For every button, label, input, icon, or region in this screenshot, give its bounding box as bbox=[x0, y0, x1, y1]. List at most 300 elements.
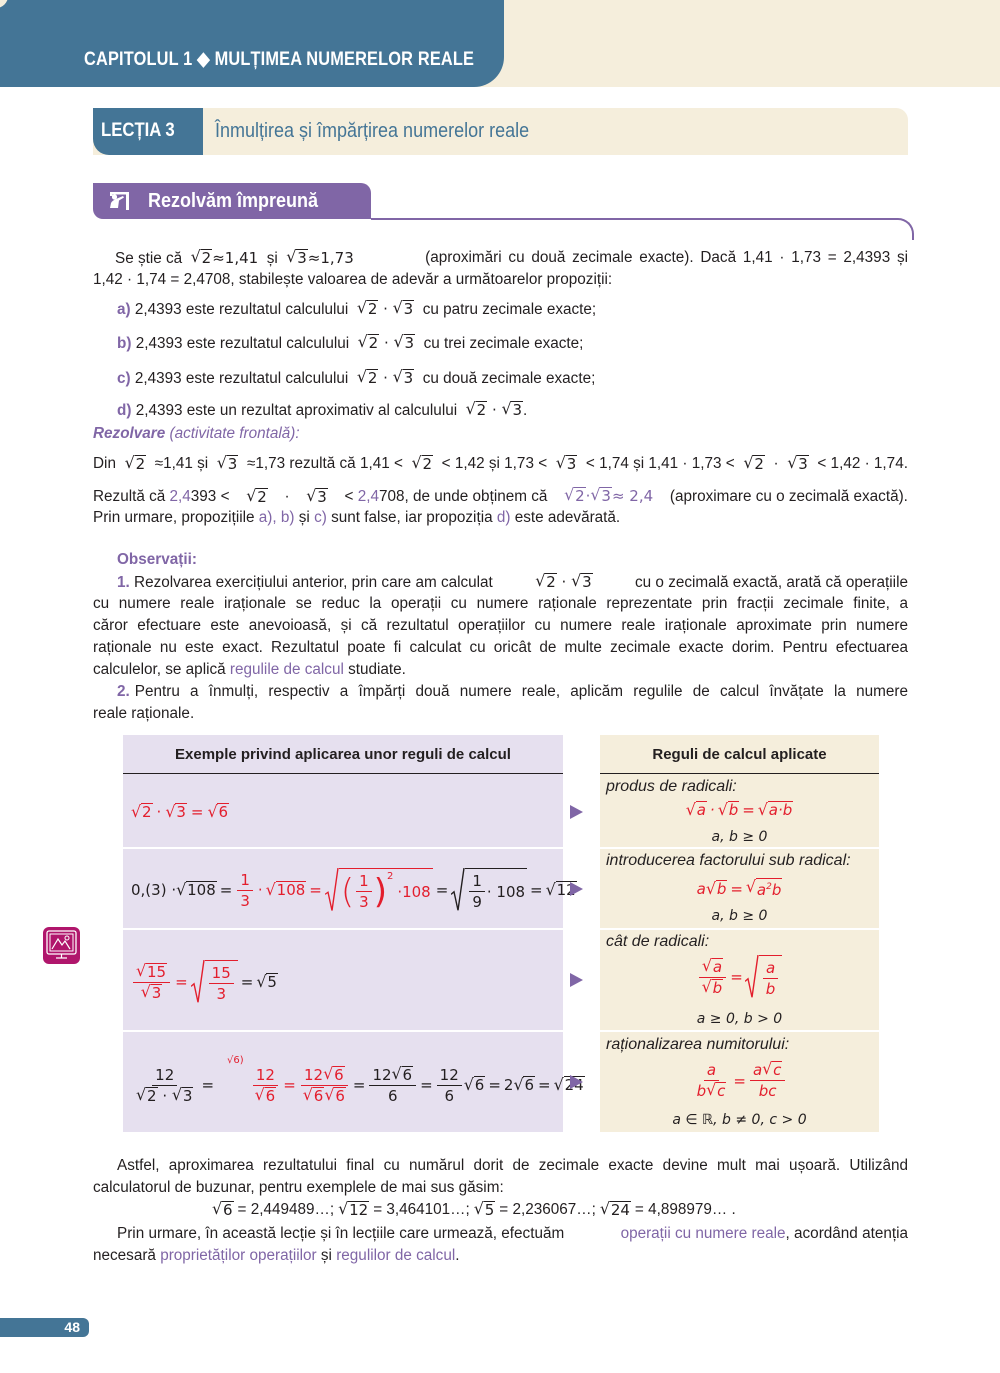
ref-a: a), bbox=[258, 509, 277, 526]
operator: = bbox=[175, 973, 188, 991]
row-divider bbox=[600, 928, 879, 930]
denominator: bc bbox=[758, 1082, 777, 1100]
arrow-right-icon bbox=[570, 805, 583, 819]
problem-item-d: d) 2,4393 este un rezultat aproximativ al calculului √ 2 · √ 3. bbox=[117, 399, 527, 422]
text: ≈1,73 bbox=[307, 249, 354, 267]
numerator: 1 bbox=[356, 871, 372, 892]
whiteboard-teacher-icon bbox=[107, 190, 131, 212]
example-rationalize-denominator bbox=[131, 1055, 585, 1115]
operator: = bbox=[435, 881, 449, 899]
radicand: 108 bbox=[187, 881, 216, 899]
problem-item-a: a) 2,4393 este rezultatul calculului √ 2 · √ 3 cu patru zecimale exacte; bbox=[117, 298, 596, 321]
observation-number: 2. bbox=[117, 683, 130, 700]
text: a bbox=[756, 881, 767, 899]
sqrt-expr bbox=[358, 298, 379, 320]
text: b bbox=[771, 881, 782, 899]
text: · bbox=[773, 455, 779, 472]
text: 2,4393 este rezultatul calculului bbox=[134, 301, 349, 318]
radicand: 3 bbox=[403, 369, 414, 387]
chapter-banner bbox=[0, 0, 504, 87]
numerator: 12 bbox=[152, 1065, 177, 1086]
value: = 2,236067…; bbox=[499, 1201, 596, 1218]
radicand bbox=[756, 878, 782, 899]
radicand: 3 bbox=[566, 455, 577, 473]
text: b bbox=[696, 1082, 707, 1100]
radical-sign bbox=[325, 868, 339, 912]
radicand: 6 bbox=[474, 1076, 485, 1094]
denominator bbox=[694, 1081, 730, 1101]
rule-formula-quotient bbox=[600, 955, 879, 999]
sqrt-expr bbox=[413, 453, 434, 475]
radicand: 5 bbox=[484, 1201, 495, 1219]
radical-body bbox=[759, 955, 783, 999]
item-letter: a) bbox=[117, 301, 131, 318]
fraction bbox=[369, 1065, 416, 1106]
solution-line1 bbox=[93, 453, 908, 475]
big-sqrt-expr bbox=[745, 955, 783, 999]
radicand: 3 bbox=[182, 1086, 193, 1105]
radicand: 24 bbox=[610, 1201, 630, 1219]
operator: = bbox=[240, 973, 254, 991]
sqrt-expr bbox=[339, 1199, 369, 1221]
problem-item-b: b) 2,4393 este rezultatul calculului √ 2 · √ 3 cu trei zecimale exacte; bbox=[117, 332, 583, 355]
sqrt-expr bbox=[126, 453, 147, 475]
link-operation-properties[interactable]: proprietăților operațiilor bbox=[160, 1247, 317, 1264]
fraction bbox=[252, 1065, 280, 1106]
fraction bbox=[699, 957, 727, 998]
fraction bbox=[763, 958, 779, 999]
fraction bbox=[237, 870, 253, 911]
radicand: 3 bbox=[297, 249, 307, 267]
sqrt-expr bbox=[703, 957, 723, 977]
text: Din bbox=[93, 455, 116, 472]
numerator: 1 bbox=[469, 871, 485, 892]
rule-name: cât de radicali: bbox=[606, 933, 710, 950]
operator: = bbox=[190, 803, 204, 821]
text: < 1,42 și 1,73 < bbox=[441, 455, 548, 472]
operator: · bbox=[162, 1086, 168, 1105]
radicand: c bbox=[773, 1061, 782, 1079]
sqrt-expr bbox=[565, 485, 586, 507]
arrow-right-icon bbox=[570, 973, 583, 987]
radicand: a bbox=[712, 957, 723, 976]
sqrt-expr bbox=[304, 1086, 325, 1106]
radicand: 3 bbox=[403, 300, 414, 318]
numerator: a bbox=[704, 1060, 719, 1081]
sqrt-expr bbox=[759, 801, 793, 819]
radicand: 6 bbox=[402, 1065, 413, 1084]
sqrt-expr bbox=[132, 803, 153, 821]
page-number: 48 bbox=[0, 1318, 89, 1337]
fraction bbox=[437, 1065, 462, 1106]
text: 2 bbox=[503, 1076, 514, 1094]
radicand: 2 bbox=[367, 369, 378, 387]
sqrt-expr bbox=[142, 983, 163, 1003]
sqrt-expr bbox=[256, 1086, 277, 1106]
radicand: 2 bbox=[257, 487, 267, 506]
rule-condition: a, b ≥ 0 bbox=[711, 829, 768, 845]
text: 2,4393 este rezultatul calculului bbox=[134, 370, 349, 387]
radicand: a·b bbox=[768, 801, 793, 819]
examples-header: Exemple privind aplicarea unor reguli de calcul bbox=[123, 735, 563, 774]
radicand: 6 bbox=[223, 1201, 233, 1219]
sqrt-expr bbox=[467, 399, 488, 421]
big-sqrt-expr bbox=[191, 960, 238, 1004]
ref-b: b) bbox=[280, 509, 295, 526]
conclusion-line3 bbox=[117, 1223, 908, 1245]
radicand: 2 bbox=[575, 487, 585, 505]
big-sqrt-expr bbox=[451, 868, 527, 912]
denominator: 9 bbox=[472, 893, 482, 911]
text: cu trei zecimale exacte; bbox=[423, 335, 584, 352]
sqrt-expr bbox=[475, 1199, 496, 1221]
denominator bbox=[133, 1086, 196, 1106]
radicand: 6 bbox=[524, 1076, 534, 1094]
operator: = bbox=[537, 1076, 551, 1094]
sqrt-expr bbox=[177, 881, 217, 899]
text: < bbox=[344, 487, 354, 505]
link-calculation-rules[interactable]: regulilor de calcul bbox=[336, 1247, 456, 1264]
red-part bbox=[235, 868, 432, 912]
text: Pentru a înmulți, respectiv a împărți două numere reale, aplicăm regulile de calcul învățate la numere bbox=[134, 683, 908, 700]
radicand: 2 bbox=[201, 249, 212, 267]
text: . bbox=[523, 402, 528, 419]
sqrt-expr bbox=[166, 803, 187, 821]
operator: = bbox=[530, 881, 543, 899]
conclusion-line1: Astfel, aproximarea rezultatului final cu numărul dorit de zecimale exacte devine mult mai ușoară. Utilizând bbox=[117, 1157, 908, 1174]
text: Prin urmare, propozițiile bbox=[93, 509, 255, 526]
observation-1-line2: cu numere reale iraționale se reduc la operații cu numere raționale reprezentate prin fracții zecimale finite, a bbox=[93, 595, 908, 612]
observation-1-line4: raționale nu este exact. Rezultatul poate fi calculat cu oricât de multe zecimale exacte dorim. Pentru efectuarea bbox=[93, 639, 908, 656]
radicand: 3 bbox=[176, 803, 186, 821]
text: ≈ 2,4 bbox=[611, 487, 654, 505]
sqrt-expr bbox=[536, 571, 557, 593]
text: necesară bbox=[93, 1247, 156, 1264]
sqrt-expr bbox=[287, 247, 308, 269]
rule-formula-rationalize bbox=[600, 1060, 879, 1101]
exponent: 2 bbox=[766, 882, 772, 892]
numerator bbox=[301, 1065, 348, 1086]
highlight: 2,4 bbox=[169, 487, 191, 505]
link-real-number-operations[interactable]: operații cu numere reale bbox=[620, 1225, 786, 1242]
text: 708, de unde obținem că bbox=[378, 487, 548, 505]
monitor-image-icon bbox=[43, 927, 80, 964]
radicand: 3 bbox=[317, 487, 327, 506]
row-divider bbox=[123, 1030, 563, 1032]
text: . bbox=[455, 1247, 460, 1264]
sqrt-expr bbox=[213, 1199, 234, 1221]
radicand: 2 bbox=[754, 455, 764, 473]
sqrt-expr bbox=[394, 367, 415, 389]
radicand: 3 bbox=[227, 455, 238, 473]
fraction bbox=[750, 1060, 785, 1101]
numerator bbox=[369, 1065, 416, 1086]
text: < 1,42 · 1,74. bbox=[817, 455, 908, 472]
fraction bbox=[694, 1060, 730, 1101]
solution-note: (activitate frontală): bbox=[169, 425, 300, 442]
item-letter: d) bbox=[117, 402, 132, 419]
numerator: 15 bbox=[209, 963, 234, 984]
text-group bbox=[117, 572, 493, 594]
observation-2-line2: reale raționale. bbox=[93, 705, 195, 722]
fraction bbox=[133, 1065, 196, 1106]
rule-formula-product bbox=[600, 801, 879, 819]
radicand: 2 bbox=[142, 803, 152, 821]
text: cu patru zecimale exacte; bbox=[422, 301, 597, 318]
link-calc-rules[interactable]: regulile de calcul bbox=[229, 661, 344, 678]
observations-title: Observații: bbox=[117, 551, 197, 568]
radicand: c bbox=[717, 1082, 726, 1100]
example-factor-under-radical bbox=[131, 857, 577, 923]
numerator: a bbox=[763, 958, 778, 979]
sqrt-expr bbox=[502, 399, 523, 421]
observation-1-line5 bbox=[93, 659, 406, 681]
radicand: 2 bbox=[135, 455, 146, 473]
problem-intro-line1 bbox=[115, 247, 908, 270]
row-divider bbox=[600, 847, 879, 849]
amplification-marker: √6) bbox=[227, 1055, 244, 1066]
sqrt-expr bbox=[687, 801, 707, 819]
sqrt-expr bbox=[601, 1199, 631, 1221]
observation-2-line1 bbox=[117, 681, 908, 703]
text: · bbox=[284, 487, 290, 505]
media-gallery-icon[interactable] bbox=[43, 927, 80, 964]
radical-sign bbox=[451, 868, 465, 912]
radicand: a bbox=[696, 801, 706, 819]
highlight: 2,4 bbox=[357, 487, 379, 505]
sqrt-expr bbox=[707, 1081, 726, 1101]
radicand: 3 bbox=[601, 487, 611, 505]
radicand: 12 bbox=[349, 1201, 369, 1219]
ref-d: d) bbox=[496, 509, 511, 526]
numerator: 1 bbox=[237, 870, 253, 891]
value: = 3,464101…; bbox=[373, 1201, 470, 1218]
fraction bbox=[469, 871, 485, 912]
sqrt-expr bbox=[744, 453, 765, 475]
operator: = bbox=[283, 1076, 296, 1094]
example-quotient-radicals bbox=[131, 955, 278, 1009]
rule-formula-factor bbox=[600, 878, 879, 899]
text-group bbox=[93, 486, 230, 508]
text: · 108 bbox=[486, 882, 526, 901]
section-divider bbox=[371, 218, 914, 240]
text: este adevărată. bbox=[514, 509, 621, 526]
operator: · bbox=[709, 801, 715, 819]
sqrt-expr bbox=[137, 1086, 158, 1106]
radicand: b bbox=[712, 978, 723, 997]
math: √ 2 · √ 3 bbox=[535, 571, 592, 594]
radicand: 2 bbox=[476, 401, 487, 419]
rule-name: produs de radicali: bbox=[606, 778, 737, 795]
operator: = bbox=[420, 1076, 433, 1094]
text: 0,(3) · bbox=[131, 881, 177, 899]
text: și bbox=[320, 1247, 332, 1264]
operator: = bbox=[488, 1076, 501, 1094]
radicand: 2 bbox=[147, 1086, 157, 1105]
text: sunt false, iar propoziția bbox=[331, 509, 493, 526]
problem-intro-line2: 1,42 · 1,74 = 2,4708, stabilește valoarea de adevăr a următoarelor propoziții: bbox=[93, 271, 613, 288]
sqrt-expr bbox=[707, 880, 728, 898]
example-product-radicals bbox=[131, 801, 229, 823]
solution-line3 bbox=[93, 507, 620, 529]
sqrt-expr bbox=[394, 298, 415, 320]
arrow-right-icon bbox=[570, 882, 583, 896]
sqrt-expr bbox=[257, 973, 278, 991]
row-divider bbox=[123, 928, 563, 930]
text-span bbox=[115, 247, 354, 270]
text: a bbox=[752, 1061, 763, 1079]
denominator: 3 bbox=[240, 891, 250, 910]
sqrt-expr bbox=[514, 1076, 535, 1094]
text: (aproximare cu o zecimală exactă). bbox=[669, 487, 908, 505]
operator: = bbox=[352, 1076, 366, 1094]
operator: = bbox=[201, 1076, 215, 1094]
numerator: 12 bbox=[253, 1065, 278, 1086]
text: cu două zecimale exacte; bbox=[422, 370, 596, 387]
approx-result: √ 2·√ 3≈ 2,4 bbox=[564, 485, 653, 508]
sqrt-expr bbox=[395, 332, 416, 354]
radicand: 2 bbox=[368, 334, 379, 352]
radicand: 15 bbox=[147, 962, 167, 981]
solution-label bbox=[93, 423, 300, 445]
conclusion-line4 bbox=[93, 1245, 460, 1267]
paren: ) bbox=[373, 871, 387, 912]
sqrt-expr bbox=[763, 1060, 782, 1080]
text: 393 < bbox=[190, 487, 230, 505]
radicand: 3 bbox=[404, 334, 415, 352]
text: , acordând atenția bbox=[785, 1225, 908, 1242]
radical-sign bbox=[745, 955, 759, 999]
radicand: 3 bbox=[151, 983, 162, 1002]
operator: · bbox=[257, 881, 263, 899]
value: = 2,449489…; bbox=[237, 1201, 335, 1218]
paren: ( bbox=[340, 871, 355, 912]
solution-title: Rezolvare bbox=[93, 425, 166, 442]
banner-corner bbox=[0, 0, 8, 8]
numerator bbox=[133, 962, 170, 983]
rule-name: introducerea factorului sub radical: bbox=[606, 852, 851, 869]
text-group bbox=[621, 1223, 908, 1245]
operator: = bbox=[309, 881, 322, 899]
text: < 1,74 și 1,41 · 1,73 < bbox=[585, 455, 735, 472]
item-letter: b) bbox=[117, 335, 132, 352]
fraction bbox=[356, 871, 372, 912]
examples-table bbox=[123, 735, 584, 1132]
text: 12 bbox=[304, 1065, 324, 1084]
row-divider bbox=[123, 847, 563, 849]
rule-condition: a, b ≥ 0 bbox=[711, 908, 768, 924]
sqrt-expr bbox=[788, 453, 809, 475]
denominator bbox=[252, 1086, 280, 1106]
sqrt-expr bbox=[247, 486, 268, 508]
sqrt-expr bbox=[557, 453, 578, 475]
sqrt-expr bbox=[719, 801, 740, 819]
denominator: 3 bbox=[359, 893, 369, 911]
operator: = bbox=[219, 881, 233, 899]
radicand: 2 bbox=[367, 300, 378, 318]
sqrt-expr bbox=[325, 1086, 346, 1106]
operator: = bbox=[730, 968, 743, 986]
rule-condition: a ≥ 0, b > 0 bbox=[696, 1011, 783, 1027]
sqrt-expr bbox=[218, 453, 239, 475]
sqrt-expr bbox=[307, 486, 328, 508]
observation-1-line3: căror efectuare este anevoioasă, și că rezultatul operațiilor cu numere reale iraționale aproximate prin numere bbox=[93, 617, 908, 634]
denominator: 6 bbox=[444, 1086, 454, 1105]
denominator: 3 bbox=[216, 985, 226, 1003]
denominator bbox=[699, 978, 727, 998]
text: 12 bbox=[372, 1065, 392, 1084]
rule-name: raționalizarea numitorului: bbox=[606, 1036, 790, 1053]
row-divider bbox=[600, 1030, 879, 1032]
text: studiate. bbox=[348, 661, 406, 678]
radicand: 12 bbox=[556, 881, 576, 899]
text: Rezolvarea exercițiului anterior, prin care am calculat bbox=[134, 573, 493, 591]
section-heading bbox=[93, 183, 371, 219]
radicand: 2 bbox=[546, 573, 556, 591]
operator: = bbox=[733, 1071, 746, 1090]
sqrt-expr bbox=[137, 962, 167, 982]
fraction bbox=[209, 963, 234, 1004]
sqrt-expr bbox=[572, 571, 593, 593]
sqrt-expr bbox=[747, 878, 782, 899]
sqrt-expr bbox=[359, 332, 380, 354]
radicand: 3 bbox=[582, 573, 592, 591]
lesson-tag-label: LECȚIA 3 bbox=[101, 120, 175, 141]
chapter-title: CAPITOLUL 1 ◆ MULȚIMEA NUMERELOR REALE bbox=[84, 49, 475, 70]
fraction bbox=[300, 1065, 349, 1106]
value: = 4,898979… . bbox=[634, 1201, 736, 1218]
fraction bbox=[133, 962, 170, 1003]
problem-item-c: c) 2,4393 este rezultatul calculului √ 2 · √ 3 cu două zecimale exacte; bbox=[117, 367, 595, 390]
sqrt-expr bbox=[591, 485, 612, 507]
denominator: 6 bbox=[388, 1086, 398, 1105]
item-letter: c) bbox=[117, 370, 131, 387]
text: 2,4393 este un rezultat aproximativ al calculului bbox=[135, 402, 458, 419]
sqrt-expr bbox=[324, 1065, 345, 1085]
text: și bbox=[298, 509, 310, 526]
conclusion-line2: calculatorul de buzunar, pentru exemplele de mai sus găsim: bbox=[93, 1179, 504, 1196]
radicand: 108 bbox=[276, 881, 306, 899]
rules-table bbox=[600, 735, 879, 1132]
radicand: 5 bbox=[267, 973, 277, 991]
solution-line2 bbox=[93, 485, 908, 508]
text: a bbox=[696, 879, 706, 898]
radicand: 6 bbox=[334, 1065, 344, 1084]
radicand: b bbox=[728, 801, 739, 819]
text: cu o zecimală exactă, arată că operațiile bbox=[635, 573, 908, 591]
radical-sign bbox=[191, 960, 205, 1004]
sqrt-expr bbox=[703, 978, 724, 998]
radical-body bbox=[465, 868, 527, 912]
text: Se știe că bbox=[115, 250, 183, 267]
text: 2,4393 este rezultatul calculului bbox=[135, 335, 350, 352]
radical-body bbox=[339, 868, 433, 912]
numerator: 12 bbox=[437, 1065, 462, 1086]
lesson-title: Înmulțirea și împărțirea numerelor reale bbox=[215, 120, 530, 142]
sqrt-expr bbox=[192, 247, 213, 269]
operator: = bbox=[730, 879, 743, 898]
text: Prin urmare, în această lecție și în lecțiile care urmează, efectuăm bbox=[117, 1225, 565, 1242]
denominator bbox=[300, 1086, 349, 1106]
observation-number: 1. bbox=[117, 573, 130, 591]
arrow-right-icon bbox=[570, 1075, 583, 1089]
rule-condition: a ∈ ℝ, b ≠ 0, c > 0 bbox=[672, 1112, 807, 1128]
text: ·108 bbox=[397, 882, 431, 901]
operator: · bbox=[156, 803, 162, 821]
rules-header: Reguli de calcul aplicate bbox=[600, 735, 879, 774]
lesson-header bbox=[93, 108, 908, 155]
lesson-tag bbox=[93, 108, 203, 155]
